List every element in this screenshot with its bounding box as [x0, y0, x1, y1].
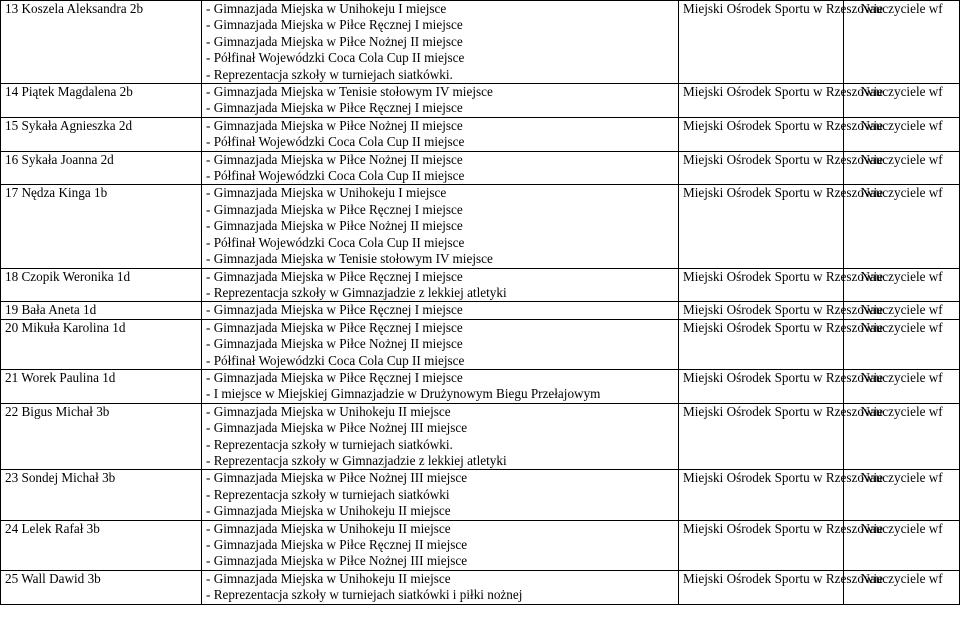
achievements-cell: [202, 117, 679, 151]
achievement-line: - Gimnazjada Miejska w Piłce Ręcznej I miejsce: [206, 302, 463, 318]
achievement-line: - Półfinał Wojewódzki Coca Cola Cup II miejsce: [206, 134, 465, 150]
achievement-line: - I miejsce w Miejskiej Gimnazjadzie w Drużynowym Biegu Przełajowym: [206, 386, 601, 402]
achievement-line: - Reprezentacja szkoły w turniejach siatkówki i piłki nożnej: [206, 587, 523, 603]
achievement-line: - Gimnazjada Miejska w Piłce Ręcznej I miejsce: [206, 17, 463, 33]
achievements-cell: [202, 302, 679, 319]
table-row: [1, 1, 960, 84]
achievement-line: - Gimnazjada Miejska w Piłce Nożnej II miejsce: [206, 117, 463, 133]
student-name-cell: 14 Piątek Magdalena 2b: [1, 84, 202, 118]
venue-cell: Miejski Ośrodek Sportu w Rzeszowie: [679, 319, 844, 369]
venue-cell: Miejski Ośrodek Sportu w Rzeszowie: [679, 520, 844, 570]
venue-cell: Miejski Ośrodek Sportu w Rzeszowie: [679, 403, 844, 470]
achievement-line: - Gimnazjada Miejska w Piłce Nożnej III miejsce: [206, 470, 468, 486]
venue-cell: Miejski Ośrodek Sportu w Rzeszowie: [679, 302, 844, 319]
achievement-line: - Reprezentacja szkoły w Gimnazjadzie z lekkiej atletyki: [206, 452, 507, 468]
table-row: [1, 570, 960, 604]
teacher-cell: Nauczyciele wf: [844, 84, 960, 118]
achievement-line: - Reprezentacja szkoły w turniejach siatkówki: [206, 486, 450, 502]
achievement-line: - Gimnazjada Miejska w Piłce Ręcznej II miejsce: [206, 537, 468, 552]
student-name-cell: 17 Nędza Kinga 1b: [1, 185, 202, 268]
teacher-cell: Nauczyciele wf: [844, 520, 960, 570]
achievement-line: - Gimnazjada Miejska w Piłce Nożnej III miejsce: [206, 553, 468, 569]
achievements-cell: [202, 84, 679, 118]
achievement-line: - Półfinał Wojewódzki Coca Cola Cup II miejsce: [206, 50, 465, 66]
achievements-cell: [202, 369, 679, 403]
venue-cell: Miejski Ośrodek Sportu w Rzeszowie: [679, 1, 844, 84]
student-name-cell: 16 Sykała Joanna 2d: [1, 151, 202, 185]
teacher-cell: Nauczyciele wf: [844, 151, 960, 185]
achievement-line: - Reprezentacja szkoły w turniejach siatkówki.: [206, 66, 453, 82]
table-row: [1, 302, 960, 319]
table-row: [1, 268, 960, 302]
achievement-line: - Gimnazjada Miejska w Piłce Ręcznej I miejsce: [206, 268, 463, 284]
teacher-cell: Nauczyciele wf: [844, 570, 960, 604]
student-name-cell: 13 Koszela Aleksandra 2b: [1, 1, 202, 84]
achievement-line: - Gimnazjada Miejska w Unihokeju I miejsce: [206, 185, 447, 201]
table-row: [1, 117, 960, 151]
achievement-line: - Gimnazjada Miejska w Unihokeju II miejsce: [206, 570, 451, 586]
table-row: [1, 369, 960, 403]
teacher-cell: Nauczyciele wf: [844, 403, 960, 470]
venue-cell: Miejski Ośrodek Sportu w Rzeszowie: [679, 117, 844, 151]
achievement-line: - Gimnazjada Miejska w Tenisie stołowym IV miejsce: [206, 251, 493, 267]
teacher-cell: Nauczyciele wf: [844, 302, 960, 319]
venue-cell: Miejski Ośrodek Sportu w Rzeszowie: [679, 369, 844, 403]
student-name-cell: 23 Sondej Michał 3b: [1, 470, 202, 520]
achievements-cell: [202, 403, 679, 470]
achievement-line: - Gimnazjada Miejska w Piłce Nożnej II miejsce: [206, 336, 463, 352]
achievement-line: - Półfinał Wojewódzki Coca Cola Cup II miejsce: [206, 234, 465, 250]
venue-cell: Miejski Ośrodek Sportu w Rzeszowie: [679, 268, 844, 302]
achievement-line: - Reprezentacja szkoły w Gimnazjadzie z lekkiej atletyki: [206, 284, 507, 300]
achievement-line: - Gimnazjada Miejska w Piłce Nożnej II miejsce: [206, 33, 463, 49]
student-name-cell: 15 Sykała Agnieszka 2d: [1, 117, 202, 151]
achievements-cell: [202, 185, 679, 268]
achievement-line: - Półfinał Wojewódzki Coca Cola Cup II miejsce: [206, 352, 465, 368]
achievement-line: - Gimnazjada Miejska w Unihokeju II miejsce: [206, 503, 451, 519]
student-name-cell: 20 Mikuła Karolina 1d: [1, 319, 202, 369]
teacher-cell: Nauczyciele wf: [844, 369, 960, 403]
table-row: [1, 470, 960, 520]
student-name-cell: 19 Bała Aneta 1d: [1, 302, 202, 319]
table-row: [1, 319, 960, 369]
student-name-cell: 22 Bigus Michał 3b: [1, 403, 202, 470]
teacher-cell: Nauczyciele wf: [844, 185, 960, 268]
achievement-line: - Gimnazjada Miejska w Unihokeju I miejsce: [206, 1, 447, 16]
achievement-line: - Gimnazjada Miejska w Unihokeju II miejsce: [206, 403, 451, 419]
achievement-line: - Gimnazjada Miejska w Piłce Nożnej III miejsce: [206, 420, 468, 436]
table-row: [1, 84, 960, 118]
achievement-line: - Gimnazjada Miejska w Unihokeju II miejsce: [206, 520, 451, 536]
achievement-line: - Gimnazjada Miejska w Piłce Ręcznej I miejsce: [206, 100, 463, 116]
awards-table-body: [1, 1, 960, 605]
table-row: [1, 185, 960, 268]
achievement-line: - Reprezentacja szkoły w turniejach siatkówki.: [206, 436, 453, 452]
achievement-line: - Gimnazjada Miejska w Tenisie stołowym IV miejsce: [206, 84, 493, 100]
achievements-cell: [202, 319, 679, 369]
achievement-line: - Gimnazjada Miejska w Piłce Ręcznej I miejsce: [206, 319, 463, 335]
teacher-cell: Nauczyciele wf: [844, 117, 960, 151]
teacher-cell: Nauczyciele wf: [844, 268, 960, 302]
achievements-cell: [202, 268, 679, 302]
student-name-cell: 21 Worek Paulina 1d: [1, 369, 202, 403]
student-name-cell: 18 Czopik Weronika 1d: [1, 268, 202, 302]
teacher-cell: Nauczyciele wf: [844, 470, 960, 520]
teacher-cell: Nauczyciele wf: [844, 319, 960, 369]
venue-cell: Miejski Ośrodek Sportu w Rzeszowie: [679, 570, 844, 604]
achievement-line: - Gimnazjada Miejska w Piłce Ręcznej I miejsce: [206, 201, 463, 217]
achievement-line: - Półfinał Wojewódzki Coca Cola Cup II miejsce: [206, 168, 465, 184]
achievement-line: - Gimnazjada Miejska w Piłce Ręcznej I miejsce: [206, 369, 463, 385]
venue-cell: Miejski Ośrodek Sportu w Rzeszowie: [679, 84, 844, 118]
venue-cell: Miejski Ośrodek Sportu w Rzeszowie: [679, 185, 844, 268]
achievements-cell: [202, 470, 679, 520]
achievement-line: - Gimnazjada Miejska w Piłce Nożnej II miejsce: [206, 218, 463, 234]
venue-cell: Miejski Ośrodek Sportu w Rzeszowie: [679, 470, 844, 520]
achievements-cell: [202, 1, 679, 84]
student-name-cell: 24 Lelek Rafał 3b: [1, 520, 202, 570]
achievement-line: - Gimnazjada Miejska w Piłce Nożnej II miejsce: [206, 151, 463, 167]
table-row: [1, 520, 960, 570]
table-row: [1, 403, 960, 470]
achievements-cell: [202, 520, 679, 570]
venue-cell: Miejski Ośrodek Sportu w Rzeszowie: [679, 151, 844, 185]
achievements-cell: [202, 570, 679, 604]
student-name-cell: 25 Wall Dawid 3b: [1, 570, 202, 604]
table-row: [1, 151, 960, 185]
teacher-cell: Nauczyciele wf: [844, 1, 960, 84]
achievements-cell: [202, 151, 679, 185]
